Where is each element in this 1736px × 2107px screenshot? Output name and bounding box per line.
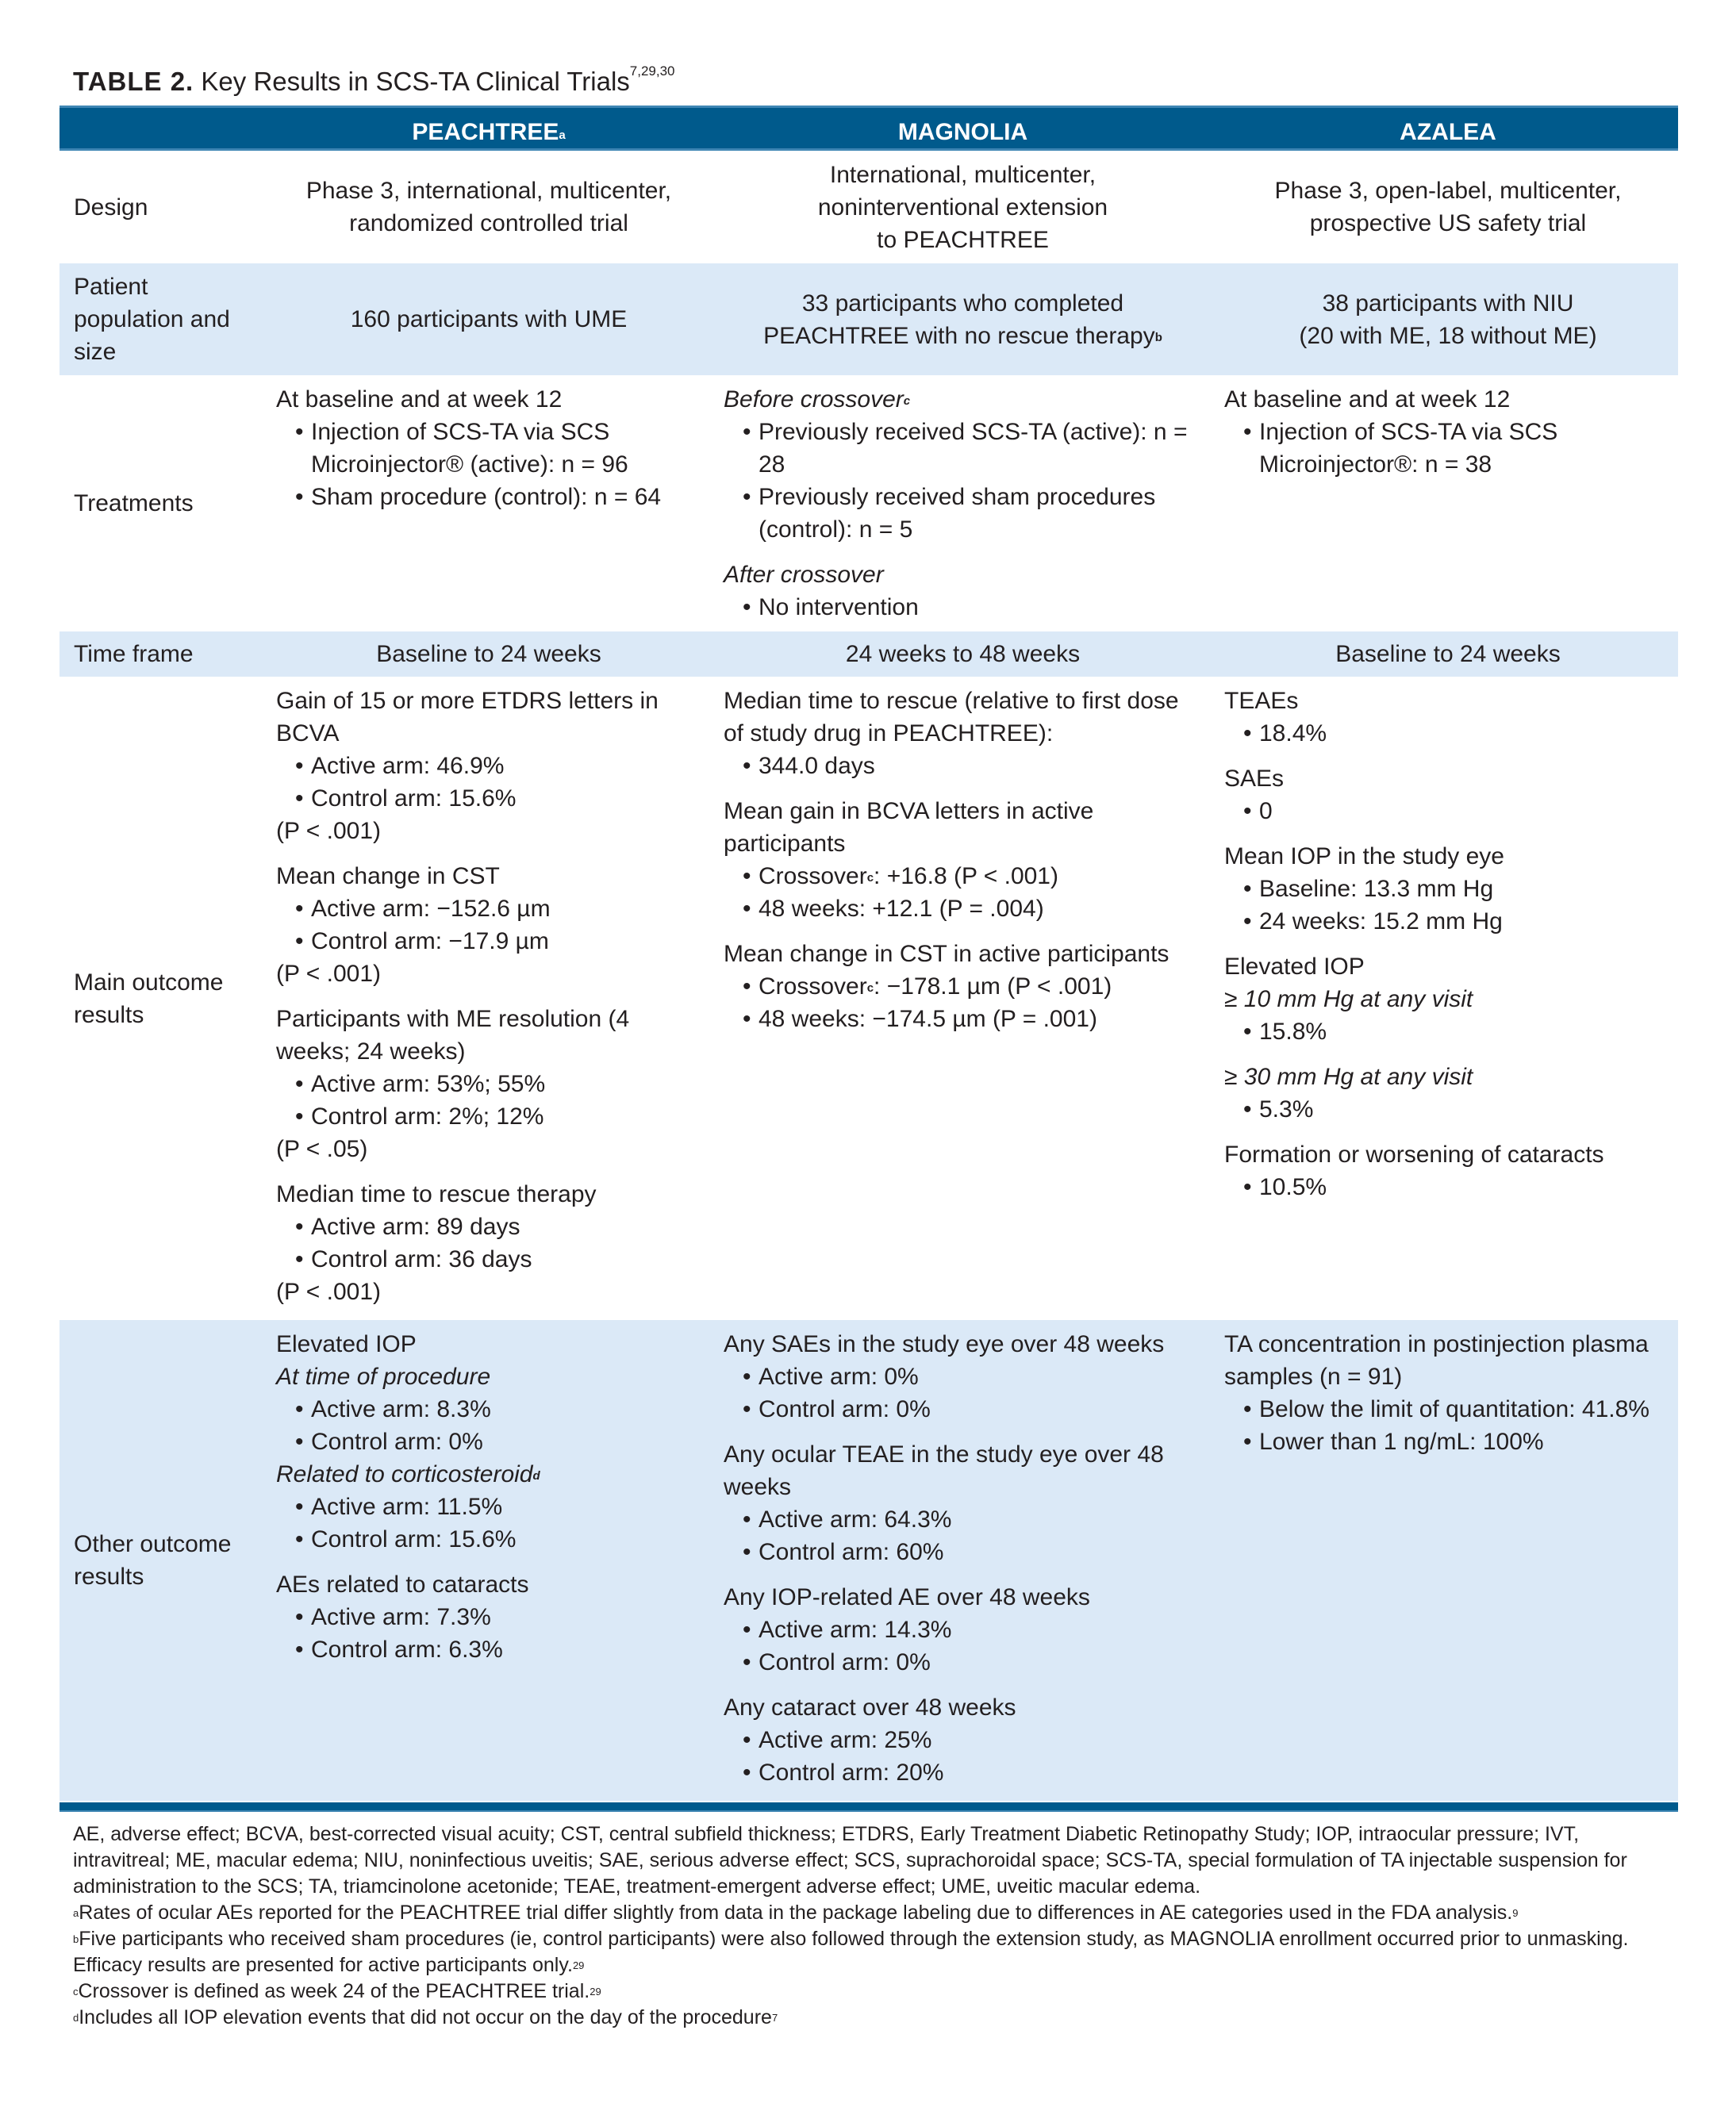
cell-line: randomized controlled trial bbox=[349, 210, 628, 236]
cell-peachtree bbox=[260, 375, 708, 631]
cell-paragraph bbox=[724, 938, 1202, 970]
bullet-item bbox=[276, 750, 701, 782]
footnote-text: Crossover is defined as week 24 of the PEACHTREE trial. bbox=[78, 1980, 590, 2002]
item-text: Elevated IOP bbox=[1224, 954, 1365, 980]
cell-paragraph bbox=[276, 958, 701, 990]
row-time-frame bbox=[60, 631, 1678, 677]
cell-azalea bbox=[1208, 1320, 1678, 1801]
spacer bbox=[724, 925, 1202, 938]
cell-azalea bbox=[1208, 677, 1678, 1320]
item-text: (P < .001) bbox=[276, 961, 382, 987]
subheading bbox=[1224, 1061, 1672, 1093]
cell-paragraph bbox=[1224, 383, 1672, 416]
row-label-text: Main outcome results bbox=[74, 969, 224, 1028]
footnote-reference: 9 bbox=[1512, 1907, 1519, 1919]
bullet-item bbox=[276, 1633, 701, 1666]
item-text: After crossover bbox=[724, 562, 884, 588]
item-text: (P < .05) bbox=[276, 1136, 368, 1162]
item-text: Active arm: 0% bbox=[759, 1364, 919, 1390]
footnote bbox=[73, 1821, 1668, 1900]
footnote-mark: a bbox=[73, 1907, 79, 1919]
header-peachtree: PEACHTREE $^a$ bbox=[412, 119, 566, 145]
bullet-item bbox=[276, 1243, 701, 1276]
item-text: Active arm: 53%; 55% bbox=[311, 1071, 546, 1097]
item-text: Control arm: 36 days bbox=[311, 1246, 532, 1272]
item-text: Participants with ME resolution (4 weeks; 24 weeks) bbox=[276, 1006, 630, 1065]
cell-paragraph bbox=[276, 815, 701, 847]
footnote-text: Rates of ocular AEs reported for the PEACHTREE trial differ slightly from data in the package labeling due to differences in AE categories used in the FDA analysis. bbox=[79, 1902, 1513, 1924]
item-text: TA concentration in postinjection plasma samples (n = 91) bbox=[1224, 1331, 1649, 1390]
spacer bbox=[276, 1556, 701, 1568]
bullet-item bbox=[724, 1503, 1202, 1536]
cell-magnolia bbox=[708, 677, 1208, 1320]
footnote-mark: b bbox=[73, 1933, 79, 1945]
item-text: TEAEs bbox=[1224, 688, 1299, 714]
header-magnolia: MAGNOLIA bbox=[897, 119, 1028, 145]
cell-line: Baseline to 24 weeks bbox=[1335, 641, 1561, 667]
item-text: At baseline and at week 12 bbox=[276, 386, 563, 413]
item-text: 0 bbox=[1259, 798, 1273, 824]
bullet-item bbox=[276, 1068, 701, 1100]
footnotes bbox=[73, 1821, 1668, 2031]
item-text: Crossover bbox=[759, 973, 867, 1000]
bullet-item bbox=[724, 1536, 1202, 1568]
item-text: Control arm: 15.6% bbox=[311, 785, 517, 812]
item-text: (P < .001) bbox=[276, 818, 382, 844]
footnote-marker: c bbox=[866, 871, 874, 885]
spacer bbox=[1224, 938, 1672, 950]
cell-line: Baseline to 24 weeks bbox=[376, 641, 601, 667]
item-text: Control arm: 2%; 12% bbox=[311, 1103, 544, 1130]
title-references: 7,29,30 bbox=[629, 63, 675, 79]
row-label-text: Patient population and size bbox=[74, 274, 230, 365]
cell-peachtree bbox=[260, 1320, 708, 1801]
cell-paragraph bbox=[276, 383, 701, 416]
footnote-reference: 29 bbox=[590, 1986, 601, 1998]
item-text: 5.3% bbox=[1259, 1096, 1314, 1123]
item-text: Before crossover bbox=[724, 386, 904, 413]
footnote-marker: d bbox=[532, 1469, 540, 1483]
spacer bbox=[724, 1568, 1202, 1581]
item-text: Previously received SCS-TA (active): n = 28 bbox=[759, 419, 1188, 478]
item-text: Crossover bbox=[759, 863, 867, 889]
cell-paragraph bbox=[276, 685, 701, 750]
bullet-item bbox=[724, 1756, 1202, 1789]
item-text: Any SAEs in the study eye over 48 weeks bbox=[724, 1331, 1165, 1357]
row-label bbox=[60, 631, 260, 677]
subheading bbox=[724, 558, 1202, 591]
item-text: Formation or worsening of cataracts bbox=[1224, 1142, 1604, 1168]
item-text: ≥ 30 mm Hg at any visit bbox=[1224, 1064, 1473, 1090]
item-text: Injection of SCS-TA via SCS Microinjector® (active): n = 96 bbox=[311, 419, 628, 478]
footnote-mark: c bbox=[73, 1986, 79, 1998]
item-text: Mean change in CST in active participants bbox=[724, 941, 1169, 967]
item-text: ≥ 10 mm Hg at any visit bbox=[1224, 986, 1473, 1012]
row-label bbox=[60, 263, 260, 375]
row-treatments bbox=[60, 375, 1678, 631]
item-text: Control arm: 6.3% bbox=[311, 1637, 503, 1663]
row-other-outcome-results bbox=[60, 1320, 1678, 1801]
item-text: Mean IOP in the study eye bbox=[1224, 843, 1504, 869]
cell-paragraph bbox=[276, 1276, 701, 1308]
item-text: Previously received sham procedures (control): n = 5 bbox=[759, 484, 1156, 543]
table-caption: Key Results in SCS-TA Clinical Trials bbox=[201, 67, 630, 96]
cell-paragraph bbox=[724, 1328, 1202, 1361]
cell-azalea bbox=[1208, 263, 1678, 375]
cell-paragraph bbox=[276, 1003, 701, 1068]
bullet-item bbox=[1224, 1093, 1672, 1126]
item-text: (P < .001) bbox=[276, 1279, 382, 1305]
table-number: TABLE 2. bbox=[73, 67, 194, 96]
bullet-item bbox=[276, 1211, 701, 1243]
footnote-mark: d bbox=[73, 2012, 79, 2024]
item-text: Median time to rescue therapy bbox=[276, 1181, 597, 1207]
cell-paragraph bbox=[1224, 762, 1672, 795]
item-text: 10.5% bbox=[1259, 1174, 1327, 1200]
bullet-item bbox=[276, 416, 701, 481]
subheading bbox=[276, 1361, 701, 1393]
bullet-item bbox=[1224, 905, 1672, 938]
bullet-item bbox=[1224, 1426, 1672, 1458]
bullet-item bbox=[724, 750, 1202, 782]
footnote-reference: 29 bbox=[572, 1959, 585, 1971]
item-text: Control arm: 0% bbox=[759, 1649, 931, 1675]
cell-paragraph bbox=[724, 1691, 1202, 1724]
bullet-item bbox=[1224, 1393, 1672, 1426]
table-header-row bbox=[60, 106, 1678, 151]
bullet-item bbox=[276, 925, 701, 958]
item-text: Median time to rescue (relative to first dose of study drug in PEACHTREE): bbox=[724, 688, 1179, 746]
cell-peachtree bbox=[260, 151, 708, 263]
table-bottom-rule bbox=[60, 1802, 1678, 1812]
footnote bbox=[73, 1978, 1668, 2005]
cell-text: PEACHTREE with no rescue therapy bbox=[763, 322, 1155, 349]
bullet-item bbox=[276, 1523, 701, 1556]
bullet-item bbox=[724, 1003, 1202, 1035]
bullet-item bbox=[724, 1724, 1202, 1756]
item-text: Active arm: 14.3% bbox=[759, 1617, 952, 1643]
bullet-item bbox=[1224, 416, 1672, 481]
item-text: AEs related to cataracts bbox=[276, 1572, 529, 1598]
cell-azalea bbox=[1208, 631, 1678, 677]
row-design bbox=[60, 151, 1678, 263]
item-text: Active arm: 89 days bbox=[311, 1214, 520, 1240]
item-text: Active arm: −152.6 µm bbox=[311, 896, 551, 922]
cell-paragraph bbox=[1224, 950, 1672, 983]
spacer bbox=[1224, 1126, 1672, 1138]
spacer bbox=[1224, 750, 1672, 762]
bullet-item bbox=[724, 416, 1202, 481]
bullet-item bbox=[724, 1361, 1202, 1393]
item-text: 15.8% bbox=[1259, 1019, 1327, 1045]
cell-paragraph bbox=[724, 1438, 1202, 1503]
row-main-outcome-results bbox=[60, 677, 1678, 1320]
subheading bbox=[724, 383, 1202, 416]
row-label-text: Time frame bbox=[74, 641, 194, 667]
item-text: Active arm: 7.3% bbox=[311, 1604, 491, 1630]
item-text: Control arm: 0% bbox=[311, 1429, 483, 1455]
bullet-item bbox=[724, 1646, 1202, 1679]
item-text: Control arm: 0% bbox=[759, 1396, 931, 1422]
cell-line: 24 weeks to 48 weeks bbox=[845, 641, 1081, 667]
cell-paragraph bbox=[276, 1328, 701, 1361]
cell-magnolia bbox=[708, 263, 1208, 375]
header-empty-cell bbox=[60, 108, 260, 148]
cell-paragraph bbox=[724, 685, 1202, 750]
cell-azalea bbox=[1208, 151, 1678, 263]
cell-line: Phase 3, international, multicenter, bbox=[305, 178, 672, 204]
bullet-item bbox=[1224, 1171, 1672, 1203]
row-label-text: Design bbox=[74, 194, 148, 221]
item-text: No intervention bbox=[759, 594, 919, 620]
cell-paragraph bbox=[724, 1581, 1202, 1614]
cell-paragraph bbox=[276, 1178, 701, 1211]
item-text: 48 weeks: −174.5 µm (P = .001) bbox=[759, 1006, 1097, 1032]
row-label bbox=[60, 375, 260, 631]
item-text: 48 weeks: +12.1 (P = .004) bbox=[759, 896, 1044, 922]
cell-line: Phase 3, open-label, multicenter, bbox=[1274, 178, 1622, 204]
item-text: Elevated IOP bbox=[276, 1331, 417, 1357]
item-text: 344.0 days bbox=[759, 753, 875, 779]
row-label bbox=[60, 677, 260, 1320]
item-text: Related to corticosteroid bbox=[276, 1461, 533, 1487]
footnote bbox=[73, 1900, 1668, 1926]
row-label bbox=[60, 1320, 260, 1801]
subheading bbox=[276, 1458, 701, 1491]
bullet-item bbox=[276, 782, 701, 815]
bullet-item bbox=[276, 1100, 701, 1133]
footnote-text: AE, adverse effect; BCVA, best-corrected visual acuity; CST, central subfield thickness; ETDRS, Early Treatment Diabetic Retinopathy Study; IOP, intraocular pressure; IVT, intravitreal; ME, macular edema; NIU, noninfectious uveitis; SAE, serious adverse effect; SCS, suprachoroidal space; SCS-TA, special formulation of TA injectable suspension for administration to the SCS; TA, triamcinolone acetonide; TEAE, treatment-emergent adverse effect; UME, uveitic macular edema. bbox=[73, 1823, 1627, 1898]
cell-azalea bbox=[1208, 375, 1678, 631]
item-text: Mean gain in BCVA letters in active participants bbox=[724, 798, 1094, 857]
table-title bbox=[73, 63, 675, 97]
spacer bbox=[724, 1426, 1202, 1438]
footnote bbox=[73, 1926, 1668, 1978]
item-text: 24 weeks: 15.2 mm Hg bbox=[1259, 908, 1503, 935]
cell-peachtree bbox=[260, 631, 708, 677]
header-azalea: AZALEA bbox=[1400, 119, 1496, 145]
row-label-text: Treatments bbox=[74, 490, 194, 516]
item-text: Control arm: 60% bbox=[759, 1539, 944, 1565]
item-text: Below the limit of quantitation: 41.8% bbox=[1259, 1396, 1650, 1422]
spacer bbox=[1224, 827, 1672, 840]
item-text: Mean change in CST bbox=[276, 863, 500, 889]
spacer bbox=[724, 1679, 1202, 1691]
item-text: At time of procedure bbox=[276, 1364, 491, 1390]
item-text: Sham procedure (control): n = 64 bbox=[311, 484, 662, 510]
item-text: At baseline and at week 12 bbox=[1224, 386, 1511, 413]
row-label bbox=[60, 151, 260, 263]
footnote-marker: c bbox=[903, 394, 911, 408]
cell-line: 160 participants with UME bbox=[350, 306, 628, 332]
cell-paragraph bbox=[1224, 685, 1672, 717]
spacer bbox=[724, 782, 1202, 795]
spacer bbox=[1224, 1048, 1672, 1061]
item-text: : +16.8 (P < .001) bbox=[874, 863, 1058, 889]
cell-magnolia bbox=[708, 375, 1208, 631]
bullet-item bbox=[1224, 717, 1672, 750]
cell-line bbox=[763, 320, 1162, 352]
cell-line: International, multicenter, bbox=[829, 161, 1097, 188]
footnote-reference: 7 bbox=[771, 2012, 778, 2024]
cell-paragraph bbox=[1224, 1138, 1672, 1171]
cell-line: 38 participants with NIU bbox=[1322, 290, 1574, 317]
cell-paragraph bbox=[1224, 840, 1672, 873]
item-text: Active arm: 11.5% bbox=[311, 1494, 503, 1520]
row-label-text: Other outcome results bbox=[74, 1531, 232, 1590]
spacer bbox=[724, 546, 1202, 558]
bullet-item bbox=[724, 1393, 1202, 1426]
cell-paragraph bbox=[724, 795, 1202, 860]
item-text: Any cataract over 48 weeks bbox=[724, 1694, 1016, 1721]
bullet-item bbox=[724, 892, 1202, 925]
item-text: Control arm: 15.6% bbox=[311, 1526, 517, 1552]
bullet-item bbox=[724, 481, 1202, 546]
item-text: Active arm: 46.9% bbox=[311, 753, 505, 779]
item-text: Injection of SCS-TA via SCS Microinjector®: n = 38 bbox=[1259, 419, 1558, 478]
subheading bbox=[1224, 983, 1672, 1015]
item-text: Active arm: 8.3% bbox=[311, 1396, 491, 1422]
footnote-marker: c bbox=[866, 981, 874, 995]
cell-line: prospective US safety trial bbox=[1309, 210, 1587, 236]
footnote-text: Includes all IOP elevation events that did not occur on the day of the procedure bbox=[79, 2006, 772, 2028]
bullet-item bbox=[724, 591, 1202, 624]
cell-paragraph bbox=[276, 860, 701, 892]
item-text: Any IOP-related AE over 48 weeks bbox=[724, 1584, 1090, 1610]
bullet-item bbox=[724, 860, 1202, 892]
bullet-item bbox=[724, 1614, 1202, 1646]
item-text: 18.4% bbox=[1259, 720, 1327, 746]
row-patient-population bbox=[60, 263, 1678, 375]
item-text: Control arm: −17.9 µm bbox=[311, 928, 549, 954]
bullet-item bbox=[1224, 1015, 1672, 1048]
item-text: Lower than 1 ng/mL: 100% bbox=[1259, 1429, 1544, 1455]
results-table bbox=[60, 106, 1678, 1801]
cell-line: 33 participants who completed bbox=[801, 290, 1124, 317]
item-text: Control arm: 20% bbox=[759, 1760, 944, 1786]
bullet-item bbox=[1224, 795, 1672, 827]
bullet-item bbox=[276, 1393, 701, 1426]
bullet-item bbox=[724, 970, 1202, 1003]
bullet-item bbox=[276, 1491, 701, 1523]
cell-magnolia bbox=[708, 631, 1208, 677]
cell-line: (20 with ME, 18 without ME) bbox=[1299, 322, 1597, 349]
cell-paragraph bbox=[1224, 1328, 1672, 1393]
item-text: Active arm: 64.3% bbox=[759, 1506, 952, 1533]
item-text: Baseline: 13.3 mm Hg bbox=[1259, 876, 1494, 902]
bullet-item bbox=[276, 481, 701, 513]
cell-magnolia bbox=[708, 1320, 1208, 1801]
item-text: Any ocular TEAE in the study eye over 48 weeks bbox=[724, 1441, 1164, 1500]
footnote-marker: b bbox=[1154, 330, 1162, 344]
item-text: : −178.1 µm (P < .001) bbox=[874, 973, 1112, 1000]
cell-paragraph bbox=[276, 1133, 701, 1165]
item-text: SAEs bbox=[1224, 766, 1285, 792]
bullet-item bbox=[276, 892, 701, 925]
cell-line: to PEACHTREE bbox=[877, 226, 1049, 253]
bullet-item bbox=[276, 1426, 701, 1458]
footnote bbox=[73, 2005, 1668, 2031]
item-text: Gain of 15 or more ETDRS letters in BCVA bbox=[276, 688, 659, 746]
footnote-text: Five participants who received sham procedures (ie, control participants) were also followed through the extension study, as MAGNOLIA enrollment occurred prior to unmasking. Efficacy results are presented for active participants only. bbox=[73, 1928, 1629, 1976]
bullet-item bbox=[276, 1601, 701, 1633]
cell-line: noninterventional extension bbox=[817, 194, 1108, 221]
cell-peachtree bbox=[260, 263, 708, 375]
bullet-item bbox=[1224, 873, 1672, 905]
cell-peachtree bbox=[260, 677, 708, 1320]
cell-magnolia bbox=[708, 151, 1208, 263]
item-text: Active arm: 25% bbox=[759, 1727, 932, 1753]
cell-paragraph bbox=[276, 1568, 701, 1601]
